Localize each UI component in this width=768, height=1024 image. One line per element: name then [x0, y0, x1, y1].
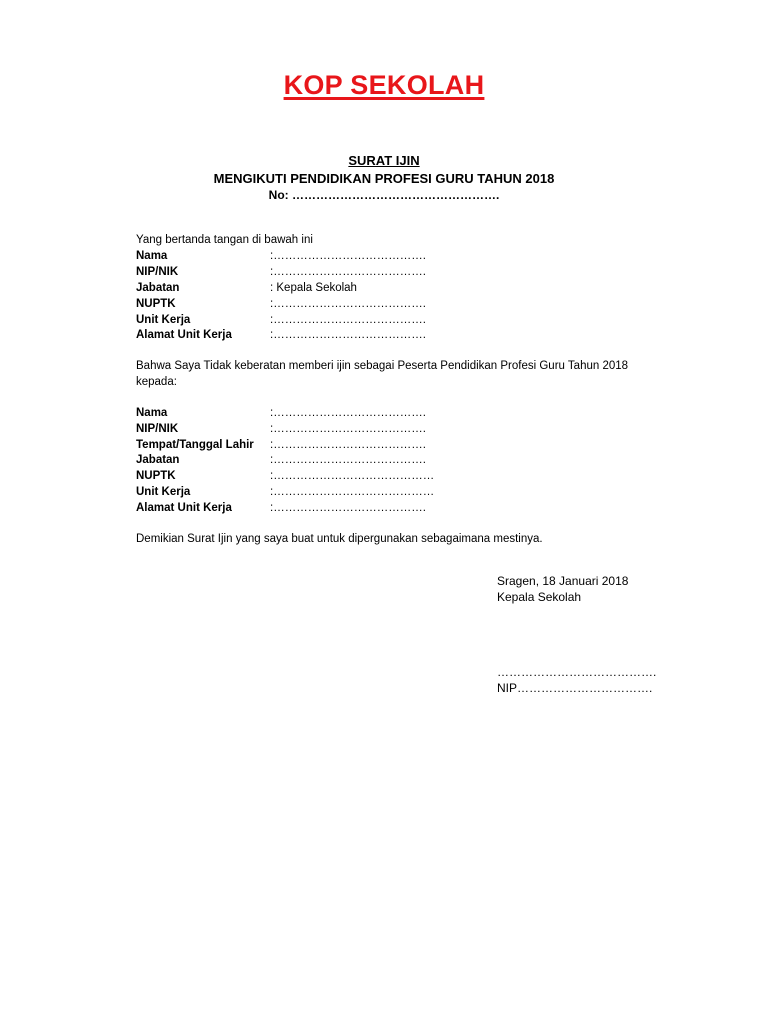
- field-value: : Kepala Sekolah: [270, 282, 357, 294]
- signatory-row: [136, 312, 436, 328]
- field-value: :………………………………….: [270, 454, 426, 466]
- field-label: NIP/NIK: [136, 423, 179, 435]
- field-value: :……………………………………: [270, 486, 435, 498]
- participant-row: [136, 405, 436, 421]
- intro-text: Yang bertanda tangan di bawah ini: [136, 234, 313, 246]
- field-label: Alamat Unit Kerja: [136, 329, 232, 341]
- statement-line: kepada:: [136, 376, 177, 388]
- signatory-row: [136, 296, 436, 312]
- place-date: Sragen, 18 Januari 2018: [497, 574, 629, 588]
- field-label: Nama: [136, 407, 168, 419]
- field-value: :………………………………….: [270, 423, 426, 435]
- signatory-row: [136, 280, 436, 296]
- participant-row: [136, 437, 436, 453]
- field-label: NUPTK: [136, 298, 176, 310]
- field-value: :………………………………….: [270, 329, 426, 341]
- letter-title: SURAT IJIN: [348, 153, 420, 168]
- field-value: :………………………………….: [270, 439, 426, 451]
- signatory-row: [136, 327, 436, 343]
- field-label: Unit Kerja: [136, 486, 191, 498]
- field-value: :………………………………….: [270, 298, 426, 310]
- field-value: :………………………………….: [270, 266, 426, 278]
- field-label: Nama: [136, 250, 168, 262]
- signature-name-line: ………………………………….: [497, 665, 657, 679]
- participant-row: [136, 421, 436, 437]
- participant-row: [136, 468, 436, 484]
- field-label: Alamat Unit Kerja: [136, 502, 232, 514]
- field-label: Unit Kerja: [136, 314, 191, 326]
- signature-nip-line: NIP…………………………….: [497, 681, 653, 695]
- field-label: NIP/NIK: [136, 266, 179, 278]
- participant-row: [136, 500, 436, 516]
- field-value: :………………………………….: [270, 502, 426, 514]
- signatory-row: [136, 248, 436, 264]
- closing-text: Demikian Surat Ijin yang saya buat untuk dipergunakan sebagaimana mestinya.: [136, 533, 543, 545]
- field-label: Tempat/Tanggal Lahir: [136, 439, 254, 451]
- field-label: NUPTK: [136, 470, 176, 482]
- field-label: Jabatan: [136, 282, 180, 294]
- signatory-row: [136, 264, 436, 280]
- letter-number: No: …………………………………………….: [268, 188, 500, 202]
- statement-text: [136, 358, 628, 390]
- statement-line: Bahwa Saya Tidak keberatan memberi ijin sebagai Peserta Pendidikan Profesi Guru Tahun 2018: [136, 360, 629, 372]
- field-value: :………………………………….: [270, 407, 426, 419]
- participant-row: [136, 484, 436, 500]
- field-value: :……………………………………: [270, 470, 435, 482]
- letter-subtitle: MENGIKUTI PENDIDIKAN PROFESI GURU TAHUN 2018: [213, 171, 555, 186]
- participant-row: [136, 452, 436, 468]
- signatory-role: Kepala Sekolah: [497, 590, 582, 604]
- field-value: :………………………………….: [270, 250, 426, 262]
- school-letterhead: KOP SEKOLAH: [283, 70, 485, 100]
- field-value: :………………………………….: [270, 314, 426, 326]
- field-label: Jabatan: [136, 454, 180, 466]
